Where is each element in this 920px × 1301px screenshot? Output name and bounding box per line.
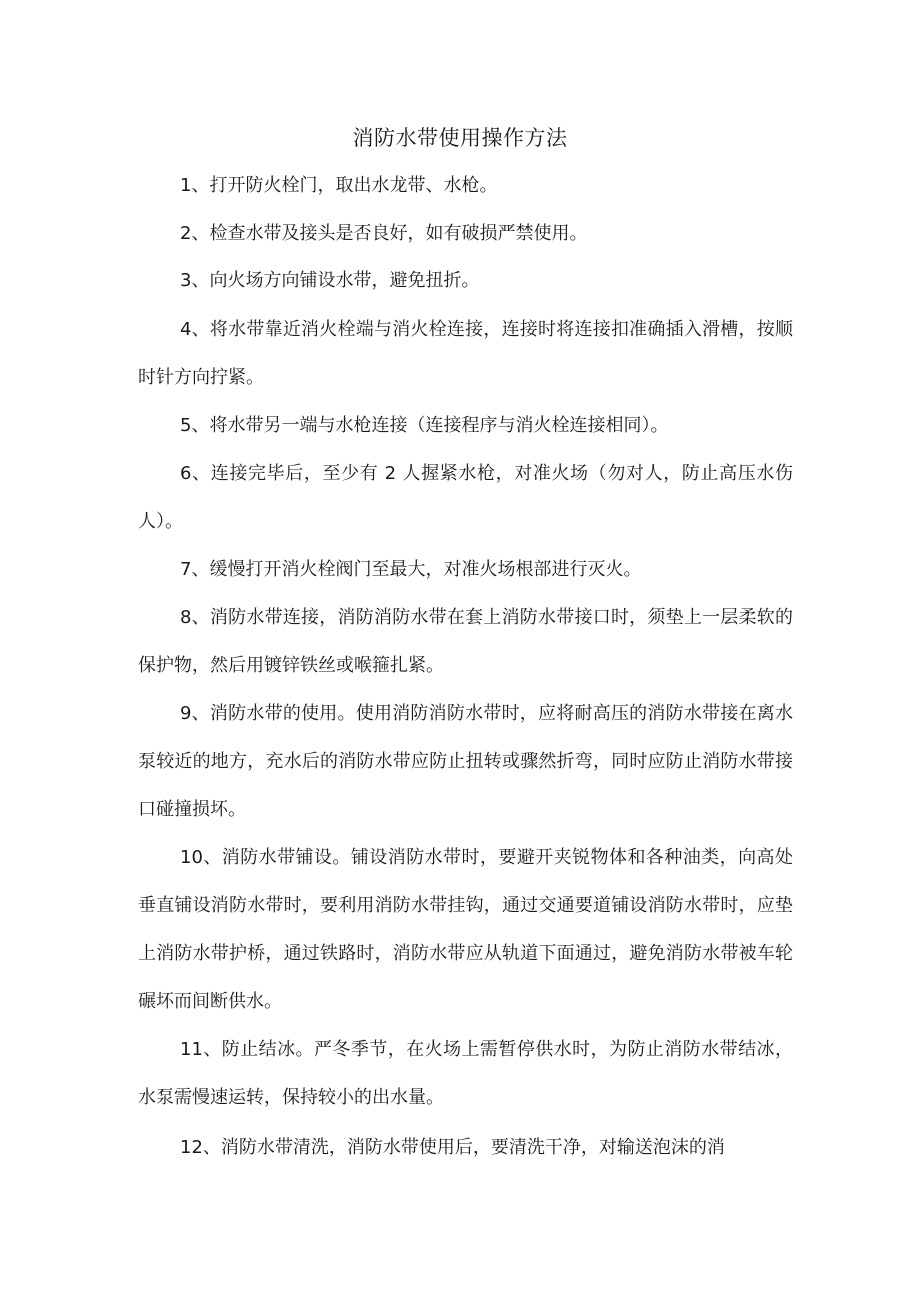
step-11-paragraph: 11、防止结冰。严冬季节，在火场上需暂停供水时，为防止消防水带结冰，水泵需慢速运转，保持较小的出水量。: [138, 1039, 793, 1108]
step-1-paragraph: 1、打开防火栓门，取出水龙带、水枪。: [180, 175, 498, 196]
step-9-paragraph: 9、消防水带的使用。使用消防消防水带时，应将耐高压的消防水带接在离水泵较近的地方，充水后的消防水带应防止扭转或骤然折弯，同时应防止消防水带接口碰撞损坏。: [138, 703, 793, 820]
step-10-paragraph: 10、消防水带铺设。铺设消防水带时，要避开夹锐物体和各种油类，向高处垂直铺设消防水带时，要利用消防水带挂钩，通过交通要道铺设消防水带时，应垫上消防水带护桥，通过铁路时，消防水带应从轨道下面通过，避免消防水带被车轮碾坏而间断供水。: [138, 847, 793, 1012]
step-5-paragraph: 5、将水带另一端与水枪连接（连接程序与消火栓连接相同）。: [180, 415, 669, 436]
step-12-paragraph: 12、消防水带清洗，消防水带使用后，要清洗干净，对输送泡沫的消: [180, 1137, 725, 1158]
step-3-paragraph: 3、向火场方向铺设水带，避免扭折。: [180, 270, 480, 291]
step-4-paragraph: 4、将水带靠近消火栓端与消火栓连接，连接时将连接扣准确插入滑槽，按顺时针方向拧紧。: [138, 319, 793, 388]
step-7-paragraph: 7、缓慢打开消火栓阀门至最大，对准火场根部进行灭火。: [180, 559, 642, 580]
step-6-paragraph: 6、连接完毕后，至少有 2 人握紧水枪，对准火场（勿对人，防止高压水伤人）。: [138, 463, 793, 532]
step-2-paragraph: 2、检查水带及接头是否良好，如有破损严禁使用。: [180, 223, 588, 244]
document-title: 消防水带使用操作方法: [352, 126, 568, 150]
step-8-paragraph: 8、消防水带连接，消防消防水带在套上消防水带接口时，须垫上一层柔软的保护物，然后用镀锌铁丝或喉箍扎紧。: [138, 607, 793, 676]
